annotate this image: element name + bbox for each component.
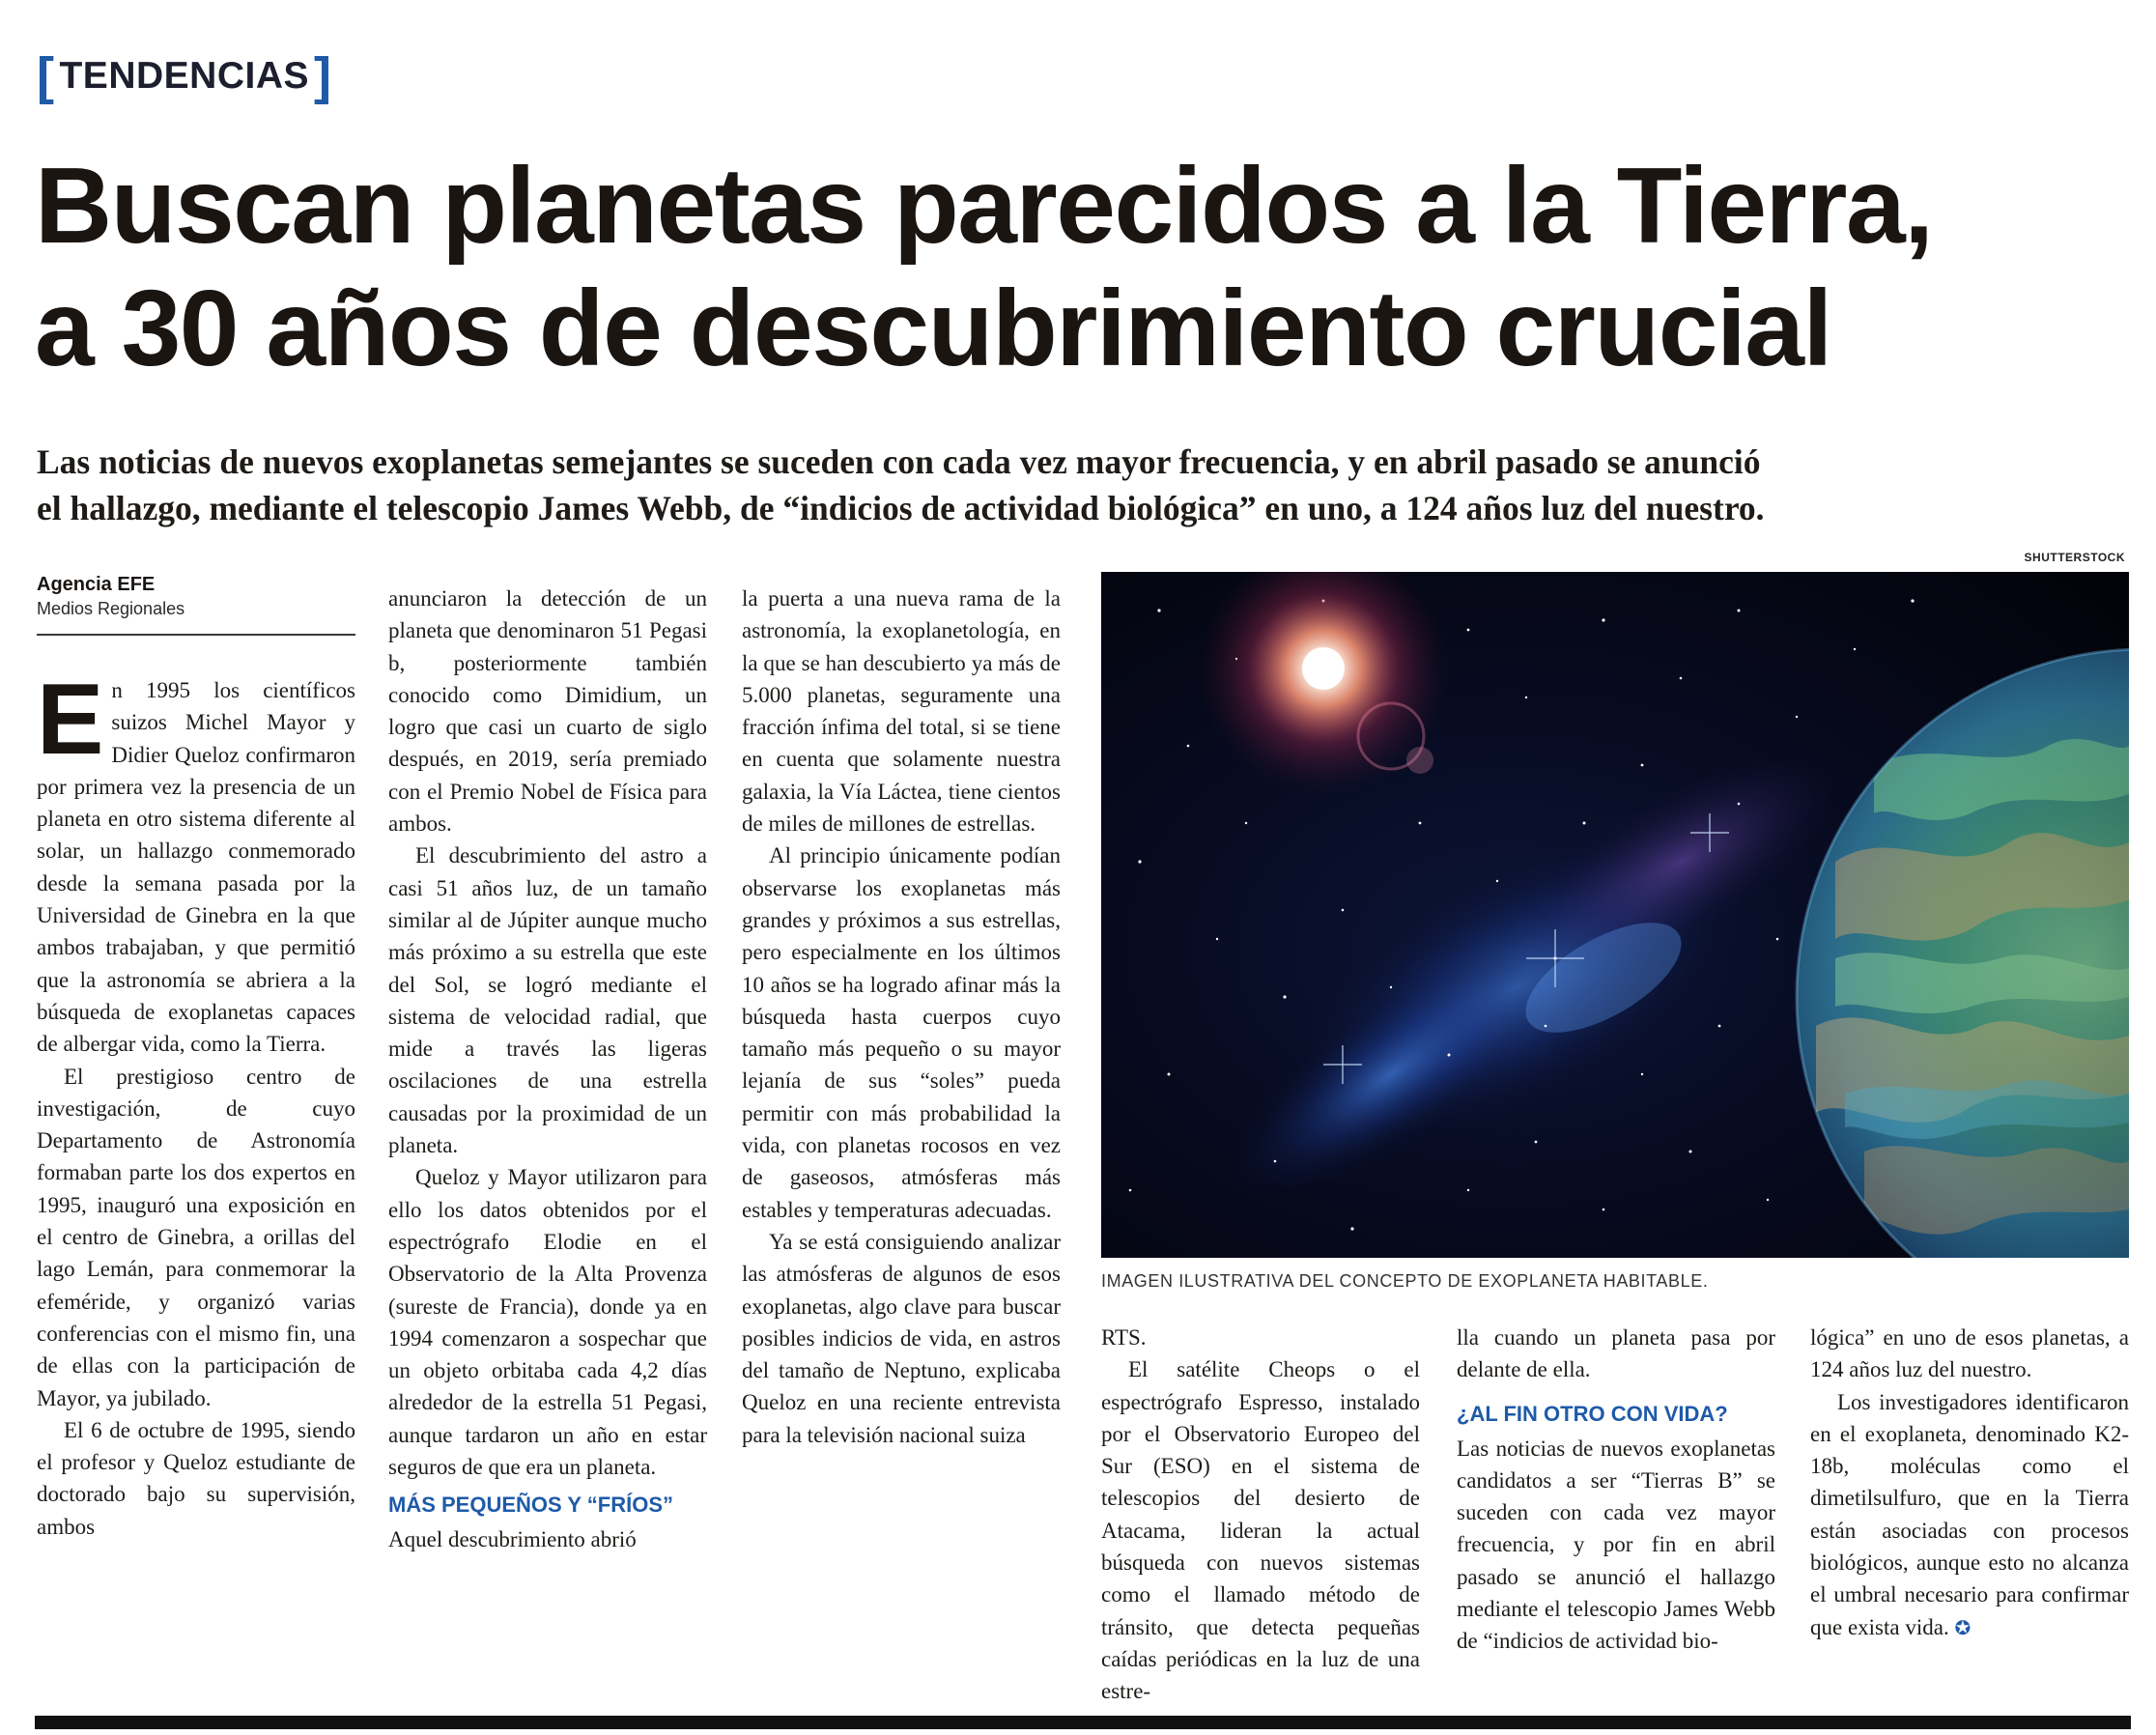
paragraph: lógica” en uno de esos planetas, a 124 años luz del nuestro. <box>1810 1325 2129 1382</box>
paragraph: El satélite Cheops o el espectrógrafo Espresso, instalado por el Observatorio Europeo del Sur (ESO) en el sistema de telescopios del desierto de Atacama, lideran la actual búsqueda con nuevos sistemas como el llamado método de tránsito, que detecta pequeñas caídas periódicas en la luz de una estre- <box>1101 1357 1420 1704</box>
paragraph: Ya se está consiguiendo analizar las atmósferas de algunos de esos exoplanetas, algo clave para buscar posibles indicios de vida, en astros del tamaño de Neptuno, explicaba Queloz en una reciente entrevista para la televisión nacional suiza <box>742 1229 1061 1447</box>
article-column-5 <box>1457 1322 1775 1658</box>
article-column-2 <box>388 583 707 1556</box>
headline-line-1: Buscan planetas parecidos a la Tierra, <box>35 146 1933 266</box>
exoplanet-illustration <box>1101 572 2129 1258</box>
bottom-rule <box>35 1716 2131 1729</box>
subheadline-line-1: Las noticias de nuevos exoplanetas semejantes se suceden con cada vez mayor frecuencia, y en abril pasado se anunció <box>37 442 1761 481</box>
section-tag: [ TENDENCIAS ] <box>37 47 332 105</box>
paragraph: El descubrimiento del astro a casi 51 años luz, de un tamaño similar al de Júpiter aunque mucho más próximo a su estrella que este del Sol, se logró mediante el sistema de velocidad radial, que mide a través las ligeras oscilaciones de una estrella causadas por la proximidad de un planeta. <box>388 843 707 1158</box>
article-column-1 <box>37 664 355 1543</box>
article-column-6 <box>1810 1322 2129 1644</box>
paragraph: Las noticias de nuevos exoplanetas candidatos a ser “Tierras B” se suceden con cada vez mayor frecuencia, y por fin en abril pasado se anunció el hallazgo mediante el telescopio James Webb de “indicios de actividad bio- <box>1457 1436 1775 1654</box>
section-subheading: ¿AL FIN OTRO CON VIDA? <box>1457 1401 1728 1426</box>
article-column-4 <box>1101 1322 1420 1708</box>
headline-line-2: a 30 años de descubrimiento crucial <box>35 269 1831 388</box>
paragraph: El 6 de octubre de 1995, siendo el profesor y Queloz estudiante de doctorado bajo su supervisión, ambos <box>37 1417 355 1539</box>
paragraph: Aquel descubrimiento abrió <box>388 1527 637 1552</box>
paragraph: Al principio únicamente podían observarse los exoplanetas más grandes y próximos a sus estrellas, pero especialmente en los últimos 10 años se ha logrado afinar más la búsqueda hasta cuerpos cuyo tamaño más pequeño o su mayor lejanía de sus “soles” pueda permitir con más probabilidad la vida, con planetas rocosos en vez de gaseosos, atmósferas más estables y temperaturas adecuadas. <box>742 843 1061 1222</box>
section-subheading: MÁS PEQUEÑOS Y “FRÍOS” <box>388 1493 674 1518</box>
paragraph: Los investigadores identificaron en el exoplaneta, denominado K2-18b, moléculas como el dimetilsulfuro, que en la Tierra están asociadas con procesos biológicos, aunque esto no alcanza el umbral necesario para confirmar que exista vida. ✪ <box>1810 1389 2129 1639</box>
paragraph: El prestigioso centro de investigación, de cuyo Departamento de Astronomía formaban parte los dos expertos en 1995, inauguró una exposición en el centro de Ginebra, a orillas del lago Lemán, para conmemorar la efeméride, y organizó varias conferencias con el mismo fin, una de ellas con la participación de Mayor, ya jubilado. <box>37 1064 355 1410</box>
end-of-article-icon: ✪ <box>1954 1615 1972 1639</box>
paragraph: anunciaron la detección de un planeta que denominaron 51 Pegasi b, posteriormente también conocido como Dimidium, un logro que casi un cuarto de siglo después, en 2019, sería premiado con el Premio Nobel de Física para ambos. <box>388 586 707 837</box>
paragraph: RTS. <box>1101 1325 1147 1350</box>
subheadline-line-2: el hallazgo, mediante el telescopio James Webb, de “indicios de actividad biológica” en uno, a 124 años luz del nuestro. <box>37 489 1765 527</box>
paragraph: En 1995 los científicos suizos Michel Mayor y Didier Queloz confirmaron por primera vez la presencia de un planeta en otro sistema diferente al solar, un hallazgo conmemorado desde la semana pasada por la Universidad de Ginebra en la que ambos trabajaban, y que permitió que la astronomía se abriera a la búsqueda de exoplanetas capaces de albergar vida, como la Tierra. <box>37 664 355 1057</box>
headline <box>35 145 2141 390</box>
paragraph: lla cuando un planeta pasa por delante de ella. <box>1457 1325 1775 1382</box>
subheadline <box>37 439 2142 531</box>
drop-cap: E <box>37 664 104 776</box>
byline-organization: Medios Regionales <box>37 599 185 618</box>
article-column-3 <box>742 583 1061 1451</box>
paragraph: la puerta a una nueva rama de la astronomía, la exoplanetología, en la que se han descubierto ya más de 5.000 planetas, seguramente una fracción ínfima del total, si se tiene en cuenta que solamente nuestra galaxia, la Vía Láctea, tiene cientos de miles de millones de estrellas. <box>742 586 1061 837</box>
paragraph: Queloz y Mayor utilizaron para ello los datos obtenidos por el espectrógrafo Elodie en el Observatorio de la Alta Provenza (sureste de Francia), donde ya en 1994 comenzaron a sospechar que un objeto orbitaba cada 4,2 días alrededor de la estrella 51 Pegasi, aunque tardaron un año en estar seguros de que era un planeta. <box>388 1165 707 1480</box>
photo-credit: SHUTTERSTOCK <box>2024 551 2125 564</box>
byline <box>37 572 355 636</box>
section-label: TENDENCIAS <box>59 55 310 97</box>
photo-caption: IMAGEN ILUSTRATIVA DEL CONCEPTO DE EXOPLANETA HABITABLE. <box>1101 1271 1709 1291</box>
byline-author: Agencia EFE <box>37 574 156 595</box>
